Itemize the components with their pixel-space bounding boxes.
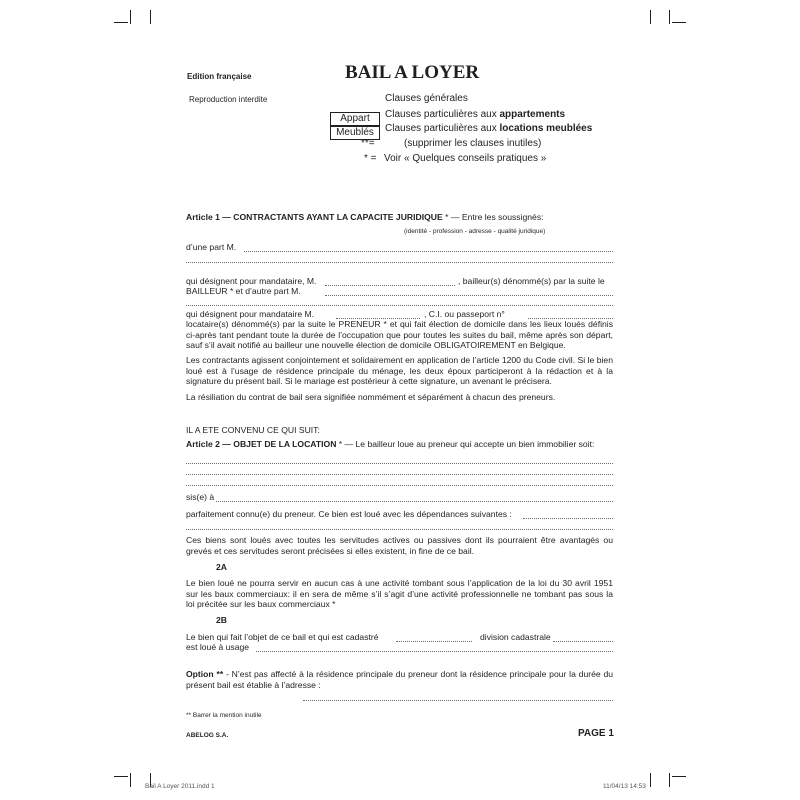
crop-mark — [150, 10, 151, 24]
resiliation-paragraph: La résiliation du contrat de bail sera signifiée nommément et séparément à chacun des preneurs. — [186, 392, 556, 402]
crop-mark — [130, 773, 131, 787]
identity-hint: (identité - profession - adresse - qualité juridique) — [404, 228, 546, 235]
clauses-meubles-prefix: Clauses particulières aux — [385, 123, 500, 134]
reproduction-label: Reproduction interdite — [189, 95, 268, 104]
edition-label: Edition française — [187, 72, 252, 81]
convenu-line: IL A ETE CONVENU CE QUI SUIT: — [186, 425, 320, 435]
footnote: ** Barrer la mention inutile — [186, 712, 262, 719]
article2-heading-suffix: * — Le bailleur loue au preneur qui accepte un bien immobilier soit: — [336, 439, 595, 449]
paragraph-2a: Le bien loué ne pourra servir en aucun cas à une activité tombant sous l’application de la loi du 30 avril 1951 sur les baux commerciaux: il en sera de même s’il s’agit d’une activité professionnelle ne tombant pas sous la loi précitée sur les baux commerciaux * — [186, 578, 613, 610]
crop-mark — [669, 10, 670, 24]
crop-mark — [650, 773, 651, 787]
fill-line — [396, 641, 472, 642]
clauses-appart-prefix: Clauses particulières aux — [385, 109, 500, 120]
option-paragraph — [186, 669, 613, 690]
connu-line: parfaitement connu(e) du preneur. Ce bien est loué avec les dépendances suivantes : — [186, 509, 512, 519]
line-part: d’une part M. — [186, 242, 237, 252]
mandataire1-b: , bailleur(s) dénommé(s) par la suite le — [458, 276, 605, 286]
crop-mark — [650, 10, 651, 24]
servitudes-paragraph: Ces biens sont loués avec toutes les servitudes actives ou passives dont ils pourraient être avantagés ou grevés et ces servitudes seront précisées si elles existent, in fine de ce bail. — [186, 535, 613, 556]
fill-line — [256, 651, 613, 652]
fill-line — [186, 529, 613, 530]
clauses-appart — [385, 109, 565, 120]
bailleur-line: BAILLEUR * et d’autre part M. — [186, 286, 301, 296]
file-slug: Bail A Loyer 2011.indd 1 — [145, 783, 215, 790]
subsection-2a: 2A — [216, 562, 227, 572]
article1-heading-suffix: * — Entre les soussignés: — [442, 212, 544, 222]
mandataire2-b: , C.I. ou passeport n° — [424, 309, 505, 319]
mandataire2-a: qui désignent pour mandataire M. — [186, 309, 315, 319]
crop-mark — [114, 22, 128, 23]
mandataire1-a: qui désignent pour mandataire, M. — [186, 276, 317, 286]
fill-line — [325, 295, 613, 296]
note-text-double: (supprimer les clauses inutiles) — [404, 138, 542, 149]
article2-heading: Article 2 — OBJET DE LA LOCATION — [186, 439, 337, 449]
fill-line — [186, 485, 613, 486]
paragraph-2b-a: Le bien qui fait l’objet de ce bail et qui est cadastré — [186, 632, 379, 642]
clauses-appart-bold: appartements — [499, 109, 566, 120]
fill-line — [303, 700, 613, 701]
paragraph-2b-b: division cadastrale — [480, 632, 551, 642]
print-stamp: 11/04/13 14:53 — [603, 783, 646, 790]
clauses-meubles — [385, 123, 592, 134]
clauses-generales: Clauses générales — [385, 93, 468, 104]
crop-mark — [672, 776, 686, 777]
fill-line — [216, 501, 613, 502]
paragraph-2b-c: est loué à usage — [186, 642, 250, 652]
note-text-single: Voir « Quelques conseils pratiques » — [384, 153, 547, 164]
locataire-paragraph: locataire(s) dénommé(s) par la suite le PRENEUR * et qui fait élection de domicile dans les lieux loués définis ci-après tant pendant toute la durée de l’occupation que pour toutes les suites du bail, même après son départ, sauf s’il avait notifié au bailleur une nouvelle élection de domicile OBLIGATOIREMENT en Belgique. — [186, 319, 613, 351]
clauses-meubles-bold: locations meublées — [499, 123, 593, 134]
option-text: - N’est pas affecté à la résidence principale du preneur dont la résidence principale pour la durée du présent bail est établie à l’adresse : — [186, 669, 613, 690]
fill-line — [186, 305, 613, 306]
fill-line — [186, 463, 613, 464]
crop-mark — [114, 776, 128, 777]
option-label: Option ** — [186, 669, 224, 679]
fill-line — [523, 518, 613, 519]
article2-heading-line — [186, 439, 594, 450]
sis-line: sis(e) à — [186, 492, 215, 502]
contractants-paragraph: Les contractants agissent conjointement et solidairement en application de l’article 1200 du Code civil. Si le bien loué est à l’usage de résidence principale du ménage, les deux époux participeront à la rédaction et à la signature du présent bail. Si le mariage est postérieur à cette signature, un avenant le précisera. — [186, 355, 613, 387]
fill-line — [186, 262, 613, 263]
note-marker-single: * = — [364, 153, 377, 164]
meubles-label: Meublés — [330, 126, 380, 140]
fill-line — [553, 641, 613, 642]
note-marker-double: **= — [361, 138, 375, 149]
article1-heading: Article 1 — CONTRACTANTS AYANT LA CAPACITE JURIDIQUE — [186, 212, 443, 222]
appart-label: Appart — [330, 112, 380, 126]
crop-mark — [672, 22, 686, 23]
page-number: PAGE 1 — [578, 728, 614, 739]
company-name: ABELOG S.A. — [186, 732, 229, 739]
fill-line — [186, 474, 613, 475]
document-title: BAIL A LOYER — [345, 62, 480, 83]
fill-line — [325, 285, 455, 286]
article1-heading-line — [186, 212, 544, 223]
crop-mark — [669, 773, 670, 787]
subsection-2b: 2B — [216, 615, 227, 625]
fill-line — [244, 251, 613, 252]
crop-mark — [130, 10, 131, 24]
